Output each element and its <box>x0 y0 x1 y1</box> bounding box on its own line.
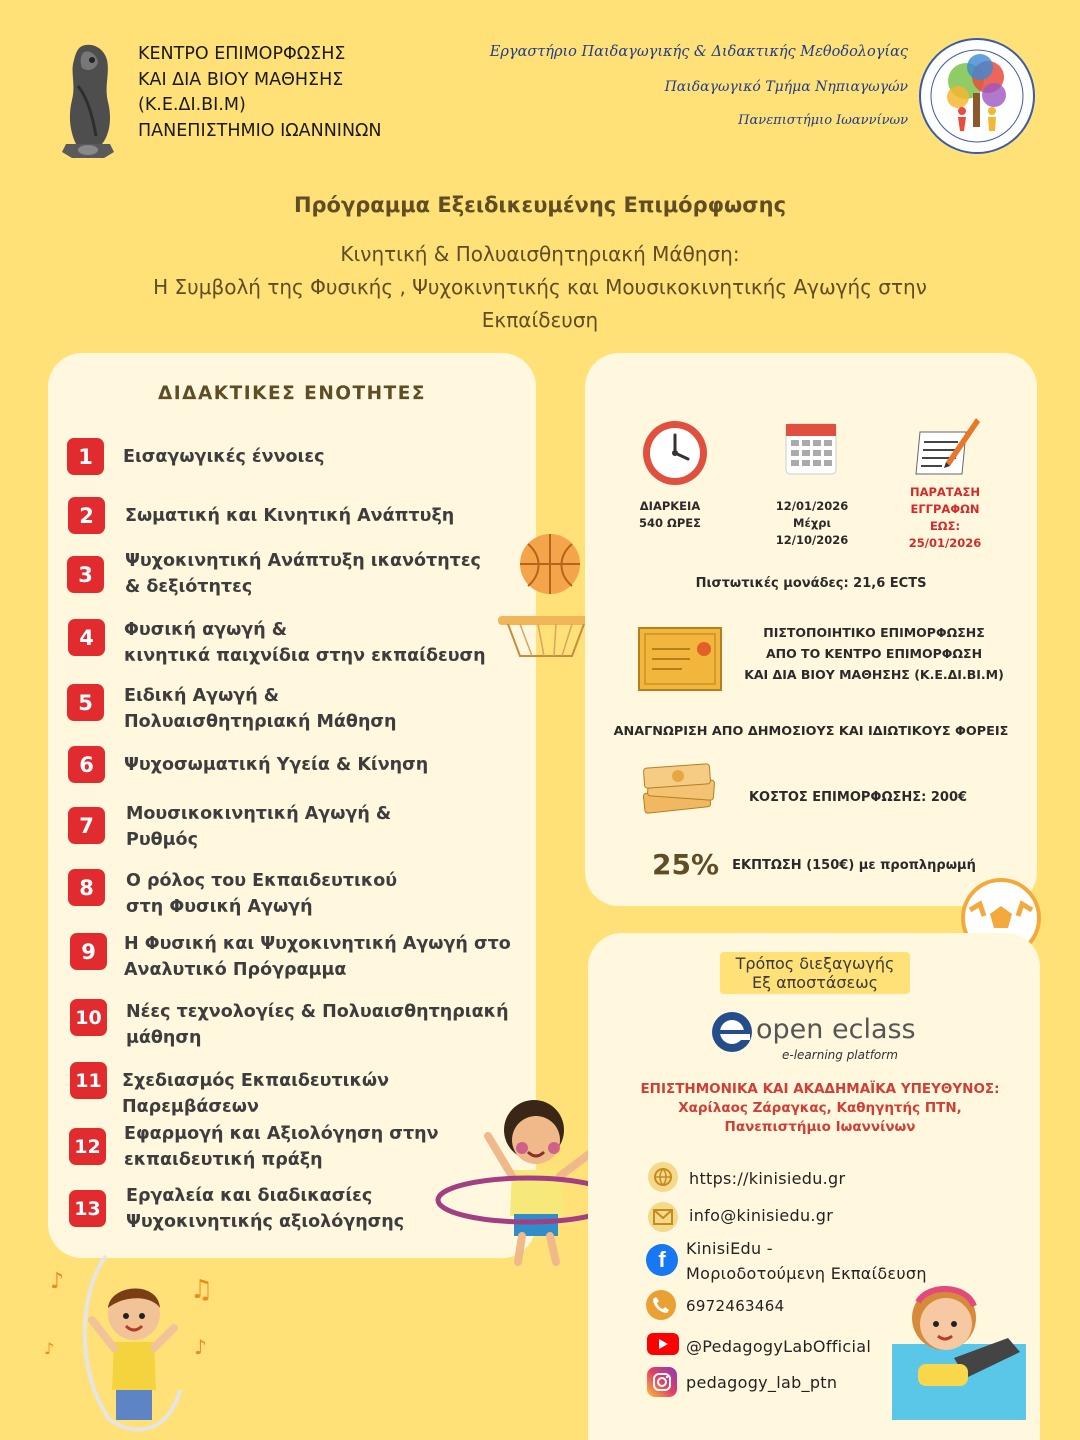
certificate-line: ΠΙΣΤΟΠΟΙΗΤΙΚΟ ΕΠΙΜΟΡΦΩΣΗΣ <box>763 625 985 640</box>
unit-line: & δεξιότητες <box>125 577 253 597</box>
unit-label <box>125 503 525 529</box>
email-link[interactable]: info@kinisiedu.gr <box>689 1206 834 1225</box>
dates-line: 12/01/2026 <box>775 499 849 513</box>
lab-logo-icon <box>918 37 1036 155</box>
delivery-mode <box>720 952 910 994</box>
unit-line: Εργαλεία και διαδικασίες <box>126 1186 373 1206</box>
extension-info <box>890 484 1000 552</box>
lab-name <box>490 44 908 128</box>
dates-info <box>762 498 862 549</box>
unit-line: Ρυθμός <box>126 830 198 850</box>
subtitle-line: Εκπαίδευση <box>481 308 599 332</box>
discount-info: ΕΚΠΤΩΣΗ (150€) με προπληρωμή <box>732 858 976 873</box>
unit-number-badge: 11 <box>70 1062 107 1099</box>
discount-percent: 25% <box>652 848 720 881</box>
eclass-e-icon <box>710 1010 754 1054</box>
extension-line: ΕΓΓΡΑΦΩΝ <box>910 502 980 516</box>
unit-number-badge: 13 <box>69 1190 106 1227</box>
extension-line: ΕΩΣ: <box>929 519 961 533</box>
unit-line: Νέες τεχνολογίες & Πολυαισθητηριακή <box>126 1002 509 1022</box>
unit-number-badge: 4 <box>68 619 105 656</box>
unit-label <box>123 444 523 470</box>
svg-text:♪: ♪ <box>44 1339 55 1358</box>
unit-label <box>125 548 525 600</box>
youtube-icon <box>647 1333 679 1355</box>
lab-line: Πανεπιστήμιο Ιωαννίνων <box>738 113 908 128</box>
phone-icon <box>646 1290 676 1320</box>
scientific-line: Χαρίλαος Ζάραγκας, Καθηγητής ΠΤΝ, <box>678 1100 962 1116</box>
unit-number-badge: 6 <box>68 746 105 783</box>
subtitle-line: Η Συμβολή της Φυσικής , Ψυχοκινητικής και Μουσικοκινητικής Αγωγής στην <box>153 275 927 299</box>
ects-credits: Πιστωτικές μονάδες: 21,6 ECTS <box>695 576 927 591</box>
globe-icon <box>648 1162 678 1192</box>
calendar-icon <box>784 418 838 476</box>
cost-info: ΚΟΣΤΟΣ ΕΠΙΜΟΡΦΩΣΗΣ: 200€ <box>748 790 968 805</box>
svg-text:♪: ♪ <box>50 1269 65 1294</box>
unit-line: Ο ρόλος του Εκπαιδευτικού <box>126 871 398 891</box>
svg-text:♪: ♪ <box>194 1335 207 1359</box>
mail-icon <box>648 1202 678 1232</box>
scientific-director <box>600 1080 1040 1137</box>
dates-line: 12/10/2026 <box>775 533 849 547</box>
duration-line: 540 ΩΡΕΣ <box>639 516 701 530</box>
program-subtitle <box>100 238 980 337</box>
unit-label <box>126 868 526 920</box>
extension-line: 25/01/2026 <box>908 536 982 550</box>
unit-line: Ειδική Αγωγή & <box>124 686 280 706</box>
unit-number-badge: 5 <box>67 684 104 721</box>
unit-label <box>124 931 514 983</box>
clock-icon <box>640 417 710 487</box>
lab-line: Παιδαγωγικό Τμήμα Νηπιαγωγών <box>664 79 908 95</box>
svg-text:♫: ♫ <box>190 1275 214 1305</box>
open-eclass-logo <box>710 1010 930 1066</box>
owl-emblem-icon <box>52 40 122 162</box>
certificate-info <box>728 622 1020 685</box>
unit-line: Εφαρμογή και Αξιολόγηση στην <box>124 1124 439 1144</box>
eclass-subtitle: e-learning platform <box>782 1048 898 1062</box>
unit-label <box>126 999 516 1051</box>
institute-name <box>138 42 382 144</box>
unit-label <box>124 752 524 778</box>
phone-number[interactable]: 6972463464 <box>686 1297 785 1315</box>
money-stack-icon <box>640 760 718 816</box>
unit-number-badge: 3 <box>67 556 104 593</box>
website-link[interactable]: https://kinisiedu.gr <box>689 1169 846 1188</box>
unit-number-badge: 12 <box>69 1128 106 1165</box>
unit-number-badge: 8 <box>68 869 105 906</box>
unit-line: εκπαιδευτική πράξη <box>124 1150 323 1170</box>
unit-line: Σχεδιασμός Εκπαιδευτικών Παρεμβάσεων <box>122 1071 390 1117</box>
instagram-icon <box>647 1367 677 1397</box>
unit-line: Εισαγωγικές έννοιες <box>123 447 325 467</box>
unit-line: στη Φυσική Αγωγή <box>126 897 313 917</box>
scientific-line: ΕΠΙΣΤΗΜΟΝΙΚΑ ΚΑΙ ΑΚΑΔΗΜΑΪΚΑ ΥΠΕΥΘΥΝΟΣ: <box>640 1081 1000 1097</box>
certificate-line: ΑΠΟ ΤΟ ΚΕΝΤΡΟ ΕΠΙΜΟΡΦΩΣΗ <box>765 646 983 661</box>
unit-line: Ψυχοκινητική Ανάπτυξη ικανότητες <box>125 551 481 571</box>
recognition-info: ΑΝΑΓΝΩΡΙΣΗ ΑΠΟ ΔΗΜΟΣΙΟΥΣ ΚΑΙ ΙΔΙΩΤΙΚΟΥΣ ΦΟΡΕΙΣ <box>613 724 1009 739</box>
unit-number-badge: 7 <box>68 807 105 844</box>
certificate-icon <box>638 627 722 691</box>
program-title: Πρόγραμμα Εξειδικευμένης Επιμόρφωσης <box>293 193 787 217</box>
facebook-line: KinisiEdu - <box>686 1239 773 1258</box>
eclass-word-open: open <box>756 1014 824 1045</box>
unit-line: Ψυχοκινητικής αξιολόγησης <box>126 1212 405 1232</box>
subtitle-line: Κινητική & Πολυαισθητηριακή Μάθηση: <box>340 242 740 266</box>
unit-line: Πολυαισθητηριακή Μάθηση <box>124 712 397 732</box>
unit-number-badge: 9 <box>70 933 107 970</box>
boy-jump-rope-illustration <box>40 1250 220 1440</box>
mode-line: Τρόπος διεξαγωγής <box>735 954 895 973</box>
facebook-line: Μοριοδοτούμενη Εκπαίδευση <box>686 1264 927 1283</box>
unit-line: Φυσική αγωγή & <box>124 620 288 640</box>
girl-reading-illustration <box>888 1278 1034 1428</box>
institute-line: ΚΕΝΤΡΟ ΕΠΙΜΟΡΦΩΣΗΣ <box>138 44 346 64</box>
unit-line: Η Φυσική και Ψυχοκινητική Αγωγή στο <box>124 934 511 954</box>
duration-info <box>620 498 720 532</box>
extension-line: ΠΑΡΑΤΑΣΗ <box>909 485 981 499</box>
facebook-icon: f <box>646 1244 678 1276</box>
certificate-line: ΚΑΙ ΔΙΑ ΒΙΟΥ ΜΑΘΗΣΗΣ (Κ.Ε.ΔΙ.ΒΙ.Μ) <box>744 667 1004 682</box>
unit-line: Ψυχοσωματική Υγεία & Κίνηση <box>124 755 429 775</box>
unit-line: Αναλυτικό Πρόγραμμα <box>124 960 347 980</box>
units-title: ΔΙΔΑΚΤΙΚΕΣ ΕΝΟΤΗΤΕΣ <box>157 383 427 404</box>
unit-line: Μουσικοκινητική Αγωγή & <box>126 804 392 824</box>
institute-line: ΠΑΝΕΠΙΣΤΗΜΙΟ ΙΩΑΝΝΙΝΩΝ <box>138 120 382 141</box>
scientific-line: Πανεπιστήμιο Ιωαννίνων <box>724 1119 916 1135</box>
eclass-word-eclass: eclass <box>831 1014 916 1045</box>
institute-line: (Κ.Ε.ΔΙ.ΒΙ.Μ) <box>138 95 246 115</box>
basketball-hoop-icon <box>498 520 598 660</box>
unit-label <box>124 683 524 735</box>
unit-number-badge: 1 <box>67 438 104 475</box>
mode-line: Εξ αποστάσεως <box>752 973 878 992</box>
unit-number-badge: 2 <box>68 497 105 534</box>
unit-label <box>124 617 524 669</box>
duration-line: ΔΙΑΡΚΕΙΑ <box>639 499 701 513</box>
unit-line: μάθηση <box>126 1028 202 1048</box>
girl-hula-hoop-illustration <box>432 1090 612 1272</box>
institute-line: ΚΑΙ ΔΙΑ ΒΙΟΥ ΜΑΘΗΣΗΣ <box>138 69 344 90</box>
dates-line: Μέχρι <box>793 516 831 530</box>
instagram-link[interactable]: pedagogy_lab_ptn <box>686 1373 838 1392</box>
unit-line: κινητικά παιχνίδια στην εκπαίδευση <box>124 646 486 666</box>
unit-label <box>126 801 526 853</box>
lab-line: Εργαστήριο Παιδαγωγικής & Διδακτικής Μεθοδολογίας <box>489 44 908 60</box>
youtube-link[interactable]: @PedagogyLabOfficial <box>686 1337 872 1356</box>
document-pen-icon <box>912 412 982 478</box>
unit-number-badge: 10 <box>70 999 107 1036</box>
unit-line: Σωματική και Κινητική Ανάπτυξη <box>125 506 455 526</box>
